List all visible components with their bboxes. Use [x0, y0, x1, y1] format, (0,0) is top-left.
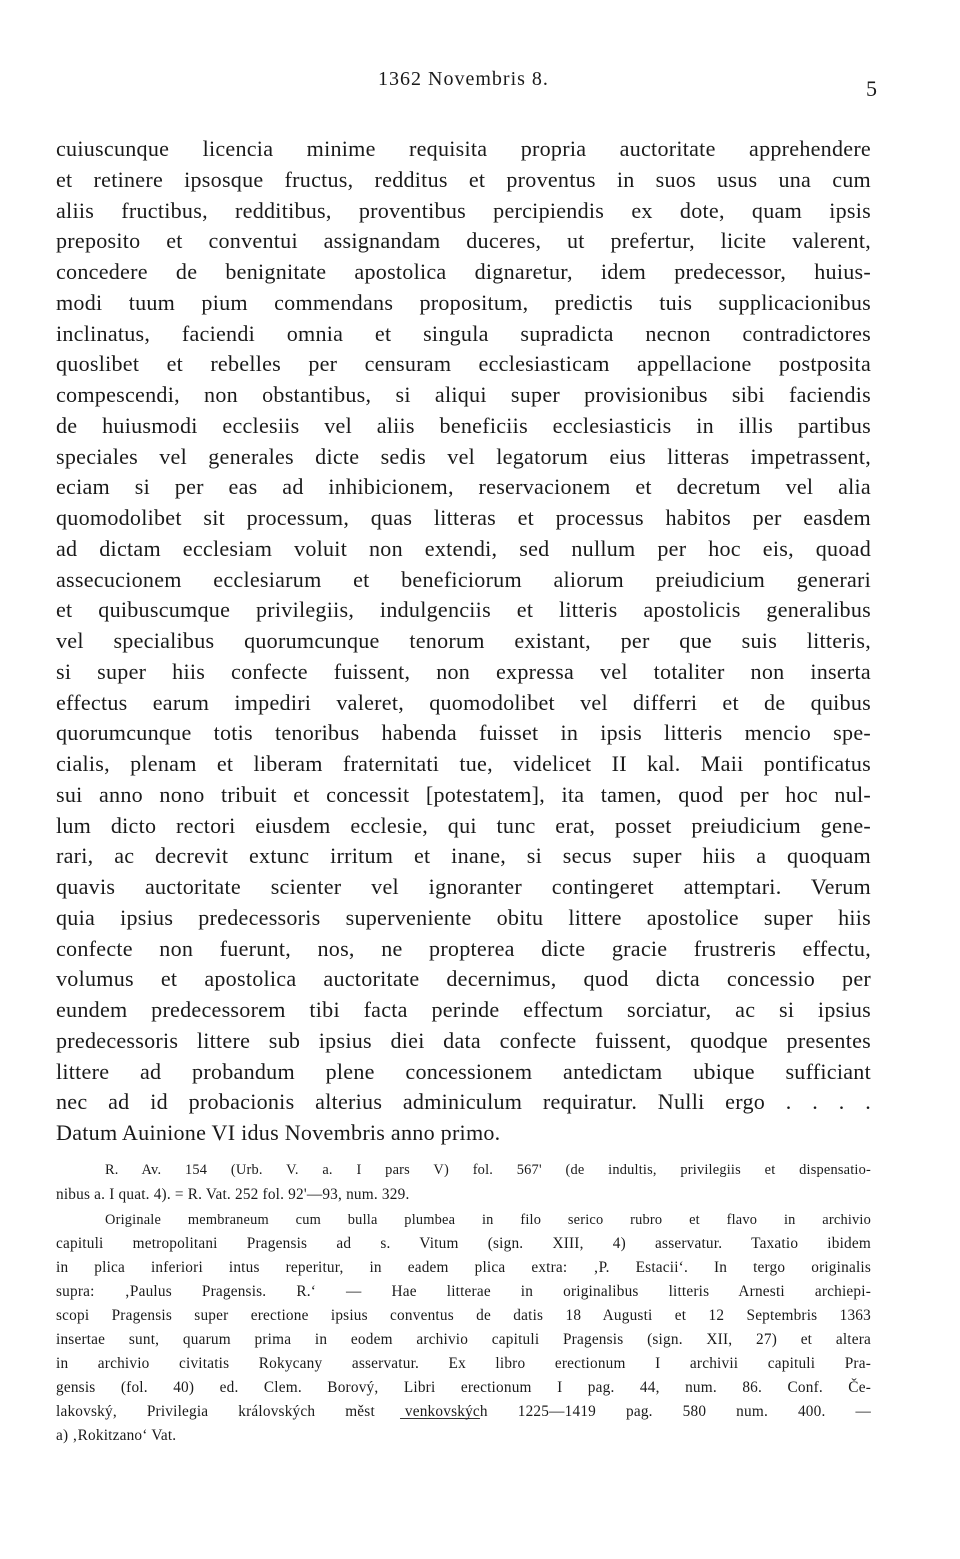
- text-line: de huiusmodi ecclesiis vel aliis beneficiis ecclesiasticis in illis partibus: [56, 412, 871, 438]
- text-line: aliis fructibus, redditibus, proventibus percipiendis ex dote, quam ipsis: [56, 197, 871, 223]
- text-line: a) ‚Rokitzano‘ Vat.: [56, 1426, 177, 1444]
- text-line: nec ad id probacionis alterius adminiculum requiratur. Nulli ergo . . . .: [56, 1089, 871, 1115]
- text-line: supra: ‚Paulus Pragensis. R.‘ — Hae litterae in originalibus litteris Arnesti archiepi-: [56, 1283, 871, 1301]
- text-line: lum dicto rectori eiusdem ecclesie, qui tunc erat, posset preiudicium gene-: [56, 812, 871, 838]
- text-line: predecessoris littere sub ipsius diei data confecte fuissent, quodque presentes: [56, 1027, 871, 1053]
- text-line: quoslibet et rebelles per censuram ecclesiasticam appellacione postposita: [56, 351, 871, 377]
- footnotes: [56, 1159, 871, 1448]
- text-line: concedere de benignitate apostolica dignaretur, idem predecessor, huius-: [56, 259, 871, 284]
- text-line: quia ipsius predecessoris superveniente obitu littere apostolice super hiis: [56, 904, 871, 930]
- text-line: cialis, plenam et liberam fraternitati tue, videlicet II kal. Maii pontificatus: [56, 751, 871, 776]
- text-line: sui anno nono tribuit et concessit [potestatem], ita tamen, quod per hoc nul-: [56, 781, 871, 807]
- text-line: modi tuum pium commendans propositum, predictis tuis supplicacionibus: [56, 289, 871, 315]
- text-line: eciam si per eas ad inhibicionem, reservacionem et decretum vel alia: [56, 474, 871, 500]
- text-line: inclinatus, faciendi omnia et singula supradicta necnon contradictores: [56, 320, 871, 346]
- text-line: in archivio civitatis Rokycany asservatur. Ex libro erectionum I archivii capituli Pra-: [56, 1355, 871, 1372]
- page-number: 5: [866, 76, 877, 101]
- text-line: rari, ac decrevit extunc irritum et inane, si secus super hiis a quoquam: [56, 843, 871, 869]
- text-line: insertae sunt, quarum prima in eodem archivio capituli Pragensis (sign. XII, 27) et altera: [56, 1331, 871, 1349]
- text-line: capituli metropolitani Pragensis ad s. Vitum (sign. XIII, 4) asservatur. Taxatio ibidem: [56, 1235, 871, 1253]
- document-page: [56, 60, 877, 1448]
- text-line: Datum Auinione VI idus Novembris anno primo.: [56, 1120, 501, 1145]
- text-line: compescendi, non obstantibus, si aliqui super provisionibus sibi faciendis: [56, 382, 871, 407]
- text-line: nibus a. I quat. 4). = R. Vat. 252 fol. 92'—93, num. 329.: [56, 1185, 410, 1203]
- text-line: gensis (fol. 40) ed. Clem. Borový, Libri erectionum I pag. 44, num. 86. Conf. Če-: [56, 1378, 871, 1396]
- closing-rule: [400, 1418, 480, 1419]
- text-line: lakovský, Privilegia královských měst venkovských 1225—1419 pag. 580 num. 400. —: [56, 1402, 871, 1420]
- page-header: [56, 60, 877, 101]
- text-line: et retinere ipsosque fructus, redditus et proventus in suos usus una cum: [56, 166, 871, 192]
- text-line: quorumcunque totis tenoribus habenda fuisset in ipsis litteris mencio spe-: [56, 720, 871, 746]
- text-line: ad dictam ecclesiam voluit non extendi, sed nullum per hoc eis, quoad: [56, 535, 871, 561]
- text-line: scopi Pragensis super erectione ipsius conventus de datis 18 Augusti et 12 Septembris 1363: [56, 1307, 871, 1325]
- text-line: R. Av. 154 (Urb. V. a. I pars V) fol. 567' (de indultis, privilegiis et dispensatio-: [105, 1161, 871, 1178]
- text-line: vel specialibus quorumcunque tenorum existant, per que suis litteris,: [56, 628, 871, 653]
- main-text: [56, 134, 871, 1149]
- text-line: cuiuscunque licencia minime requisita propria auctoritate apprehendere: [56, 136, 871, 161]
- text-line: confecte non fuerunt, nos, ne propterea dicte gracie frustreris effectu,: [56, 935, 871, 961]
- text-line: in plica inferiori intus reperitur, in eadem plica extra: ‚P. Estacii‘. In tergo originalis: [56, 1259, 871, 1277]
- running-head: 1362 Novembris 8.: [378, 68, 549, 90]
- text-line: eundem predecessorem tibi facta perinde effectum sorciatur, ac si ipsius: [56, 997, 871, 1022]
- footnote-source: [56, 1159, 871, 1207]
- text-line: littere ad probandum plene concessionem antedictam ubique sufficiant: [56, 1058, 871, 1084]
- text-line: assecucionem ecclesiarum et beneficiorum aliorum preiudicium generari: [56, 566, 871, 592]
- text-line: volumus et apostolica auctoritate decernimus, quod dicta concessio per: [56, 966, 871, 992]
- text-line: effectus earum impediri valeret, quomodolibet vel differri et de quibus: [56, 689, 871, 715]
- text-line: quavis auctoritate scienter vel ignoranter contingeret attemptari. Verum: [56, 874, 871, 899]
- footnote-commentary: [56, 1209, 871, 1448]
- text-line: et quibuscumque privilegiis, indulgenciis et litteris apostolicis generalibus: [56, 597, 871, 623]
- text-line: speciales vel generales dicte sedis vel legatorum eius litteras impetrassent,: [56, 443, 871, 469]
- text-line: Originale membraneum cum bulla plumbea in filo serico rubro et flavo in archivio: [105, 1211, 871, 1228]
- text-line: quomodolibet sit processum, quas litteras et processus habitos per easdem: [56, 505, 871, 530]
- text-line: preposito et conventui assignandam duceres, ut prefertur, licite valerent,: [56, 228, 871, 254]
- text-line: si super hiis confecte fuissent, non expressa vel totaliter non inserta: [56, 658, 871, 684]
